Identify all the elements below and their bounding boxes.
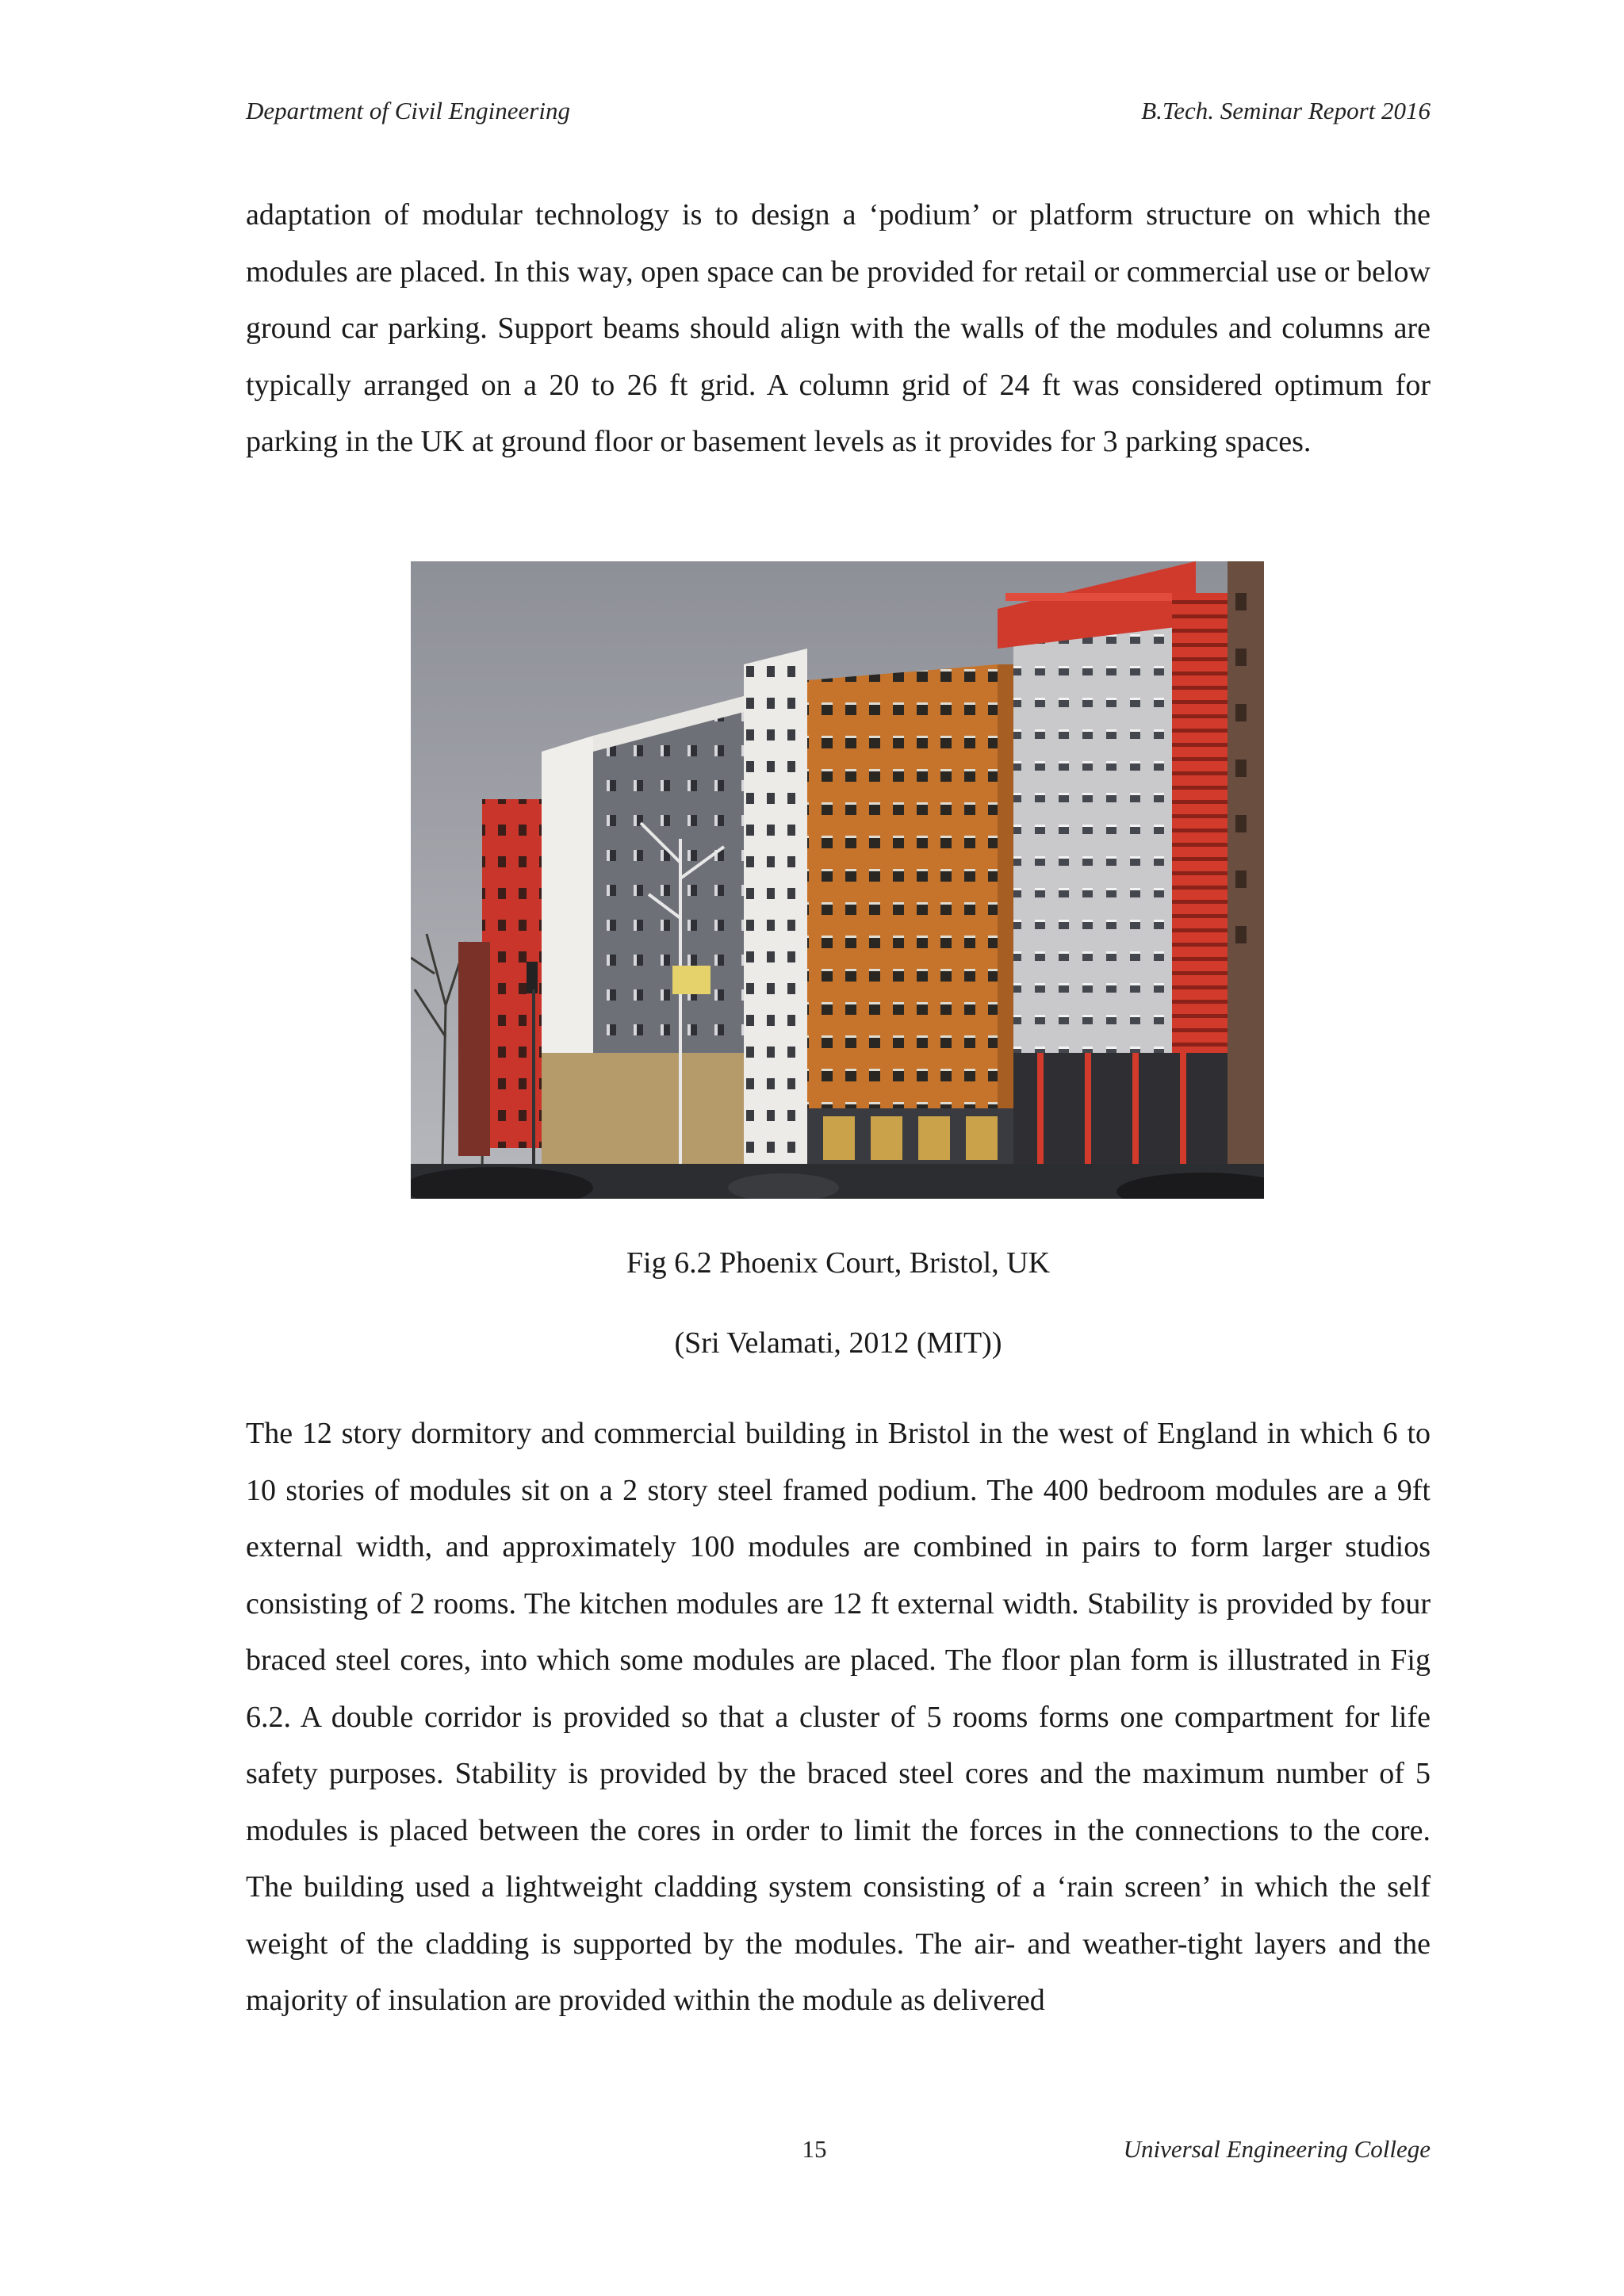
- body-paragraph-1: adaptation of modular technology is to design a ‘podium’ or platform structure on which the modules are placed. In this way, open space can be provided for retail or commercial use or below ground car parking. Support beams should align with the walls of the modules and columns are typically arranged on a 20 to 26 ft grid. A column grid of 24 ft was considered optimum for parking in the UK at ground floor or basement levels as it provides for 3 parking spaces.: [246, 198, 1431, 458]
- header-report-title: B.Tech. Seminar Report 2016: [1141, 97, 1431, 124]
- page-number: 15: [802, 2135, 827, 2163]
- footer-college: Universal Engineering College: [1123, 2135, 1431, 2163]
- header-department: Department of Civil Engineering: [246, 97, 570, 124]
- body-paragraph-2: The 12 story dormitory and commercial building in Bristol in the west of England in which 6 to 10 stories of modules sit on a 2 story steel framed podium. The 400 bedroom modules are a 9ft external width, and approximately 100 modules are combined in pairs to form larger studios consisting of 2 rooms. The kitchen modules are 12 ft external width. Stability is provided by four braced steel cores, into which some modules are placed. The floor plan form is illustrated in Fig 6.2. A double corridor is provided so that a cluster of 5 rooms forms one compartment for life safety purposes. Stability is provided by the braced steel cores and the maximum number of 5 modules is placed between the cores in order to limit the forces in the connections to the core. The building used a lightweight cladding system consisting of a ‘rain screen’ in which the self weight of the cladding is supported by the modules. The air- and weather-tight layers and the majority of insulation are provided within the module as delivered: [246, 1417, 1431, 2017]
- building-photo: [411, 561, 1264, 1199]
- figure-source: (Sri Velamati, 2012 (MIT)): [674, 1326, 1002, 1360]
- figure-caption: Fig 6.2 Phoenix Court, Bristol, UK: [626, 1246, 1051, 1280]
